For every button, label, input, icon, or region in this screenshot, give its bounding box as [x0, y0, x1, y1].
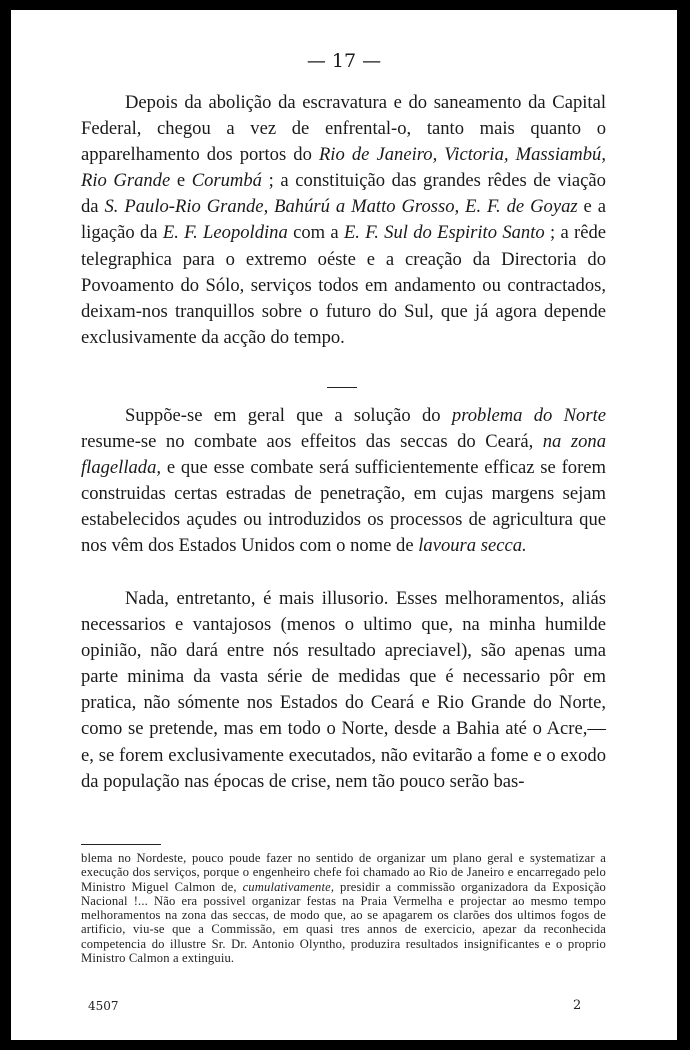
text-segment: ; a rêde telegraphica para o extremo oéste e a creação da Directoria do Povoamento do Sólo, serviços todos em andamento ou contractados, deixam-nos tranquillos sobre o futuro do Sul, que já agora depende exclusivamente da acção do tempo.	[81, 222, 606, 348]
body-text-paragraph-2	[81, 403, 606, 560]
footnote-rule	[81, 844, 161, 845]
text-segment: e a ligação da	[81, 196, 606, 244]
paragraph-text	[81, 403, 606, 560]
page-number: — 17 —	[306, 50, 382, 72]
italic-text-segment: na zona flagellada,	[81, 431, 606, 479]
book-page	[11, 10, 677, 1040]
text-segment: ; a constituição das grandes rêdes de viação da	[81, 170, 606, 218]
body-text-paragraph-3	[81, 586, 606, 795]
text-segment: e que esse combate será sufficientemente efficaz se forem construidas certas estradas de penetração, em cujas margens sejam estabelecidos açudes ou introduzidos os processos de agricultura que nos vêm dos Estados Unidos com o nome de	[81, 457, 606, 557]
italic-text-segment: problema do Norte	[451, 405, 607, 426]
gathering-signature-mark: 2	[573, 998, 582, 1013]
text-segment: presidir a commissão organizadora da Exposição Nacional !... Não era possivel organizar festas na Praia Vermelha e projectar ao mesmo tempo melhoramentos na zona das seccas, de modo que, ao se apagarem os clarões dos ultimos fogos de artificio, viu-se que a Commissão, em quasi tres annos de exercicio, apezar da reconhecida competencia do illustre Sr. Dr. Antonio Olyntho, produzira resultados insignificantes e o proprio Ministro Calmon a extinguiu.	[81, 879, 607, 966]
text-segment: Depois da abolição da escravatura e do saneamento da Capital Federal, chegou a vez de enfrental-o, tanto mais quanto o apparelhamento dos portos do	[81, 92, 606, 166]
text-segment: blema no Nordeste, pouco poude fazer no sentido de organizar um plano geral e systematizar a execução dos serviços, porque o engenheiro chefe foi chamado ao Rio de Janeiro e encarregado pelo Ministro Miguel Calmon de,	[81, 851, 606, 894]
italic-text-segment: S. Paulo-Rio Grande, Bahúrú a Matto Grosso, E. F. de Goyaz	[104, 196, 578, 218]
italic-text-segment: cumulativamente,	[242, 879, 335, 894]
section-separator	[327, 387, 357, 388]
italic-text-segment: lavoura secca.	[418, 535, 527, 557]
paragraph-text	[81, 586, 606, 795]
italic-text-segment: E. F. Leopoldina	[162, 222, 288, 244]
footnote	[81, 851, 606, 965]
text-segment: com a	[287, 222, 344, 244]
italic-text-segment: E. F. Sul do Espirito Santo	[343, 222, 545, 244]
body-text-paragraph-1	[81, 90, 606, 351]
italic-text-segment: Corumbá	[191, 170, 262, 192]
text-segment: resume-se no combate aos effeitos das seccas do Ceará,	[81, 431, 543, 453]
text-segment: Suppõe-se em geral que a solução do	[125, 405, 452, 426]
paragraph-text	[81, 90, 606, 351]
printer-signature-mark: 4507	[88, 999, 119, 1013]
italic-text-segment: Rio de Janeiro, Victoria, Massiambú, Rio Grande	[81, 144, 606, 192]
text-segment: Nada, entretanto, é mais illusorio. Esses melhoramentos, aliás necessarios e vantajosos (menos o ultimo que, na minha humilde opinião, não dará entre nós resultado apreciavel), são apenas uma parte minima da vasta série de medidas que é necessario pôr em pratica, não sómente nos Estados do Ceará e Rio Grande do Norte, como se pretende, mas em todo o Norte, desde a Bahia até o Acre,— e, se forem exclusivamente executados, não evitarão a fome e o exodo da população nas épocas de crise, nem tão pouco serão bas-	[81, 588, 606, 792]
footnote-text	[81, 851, 606, 965]
text-segment: e	[170, 170, 192, 192]
